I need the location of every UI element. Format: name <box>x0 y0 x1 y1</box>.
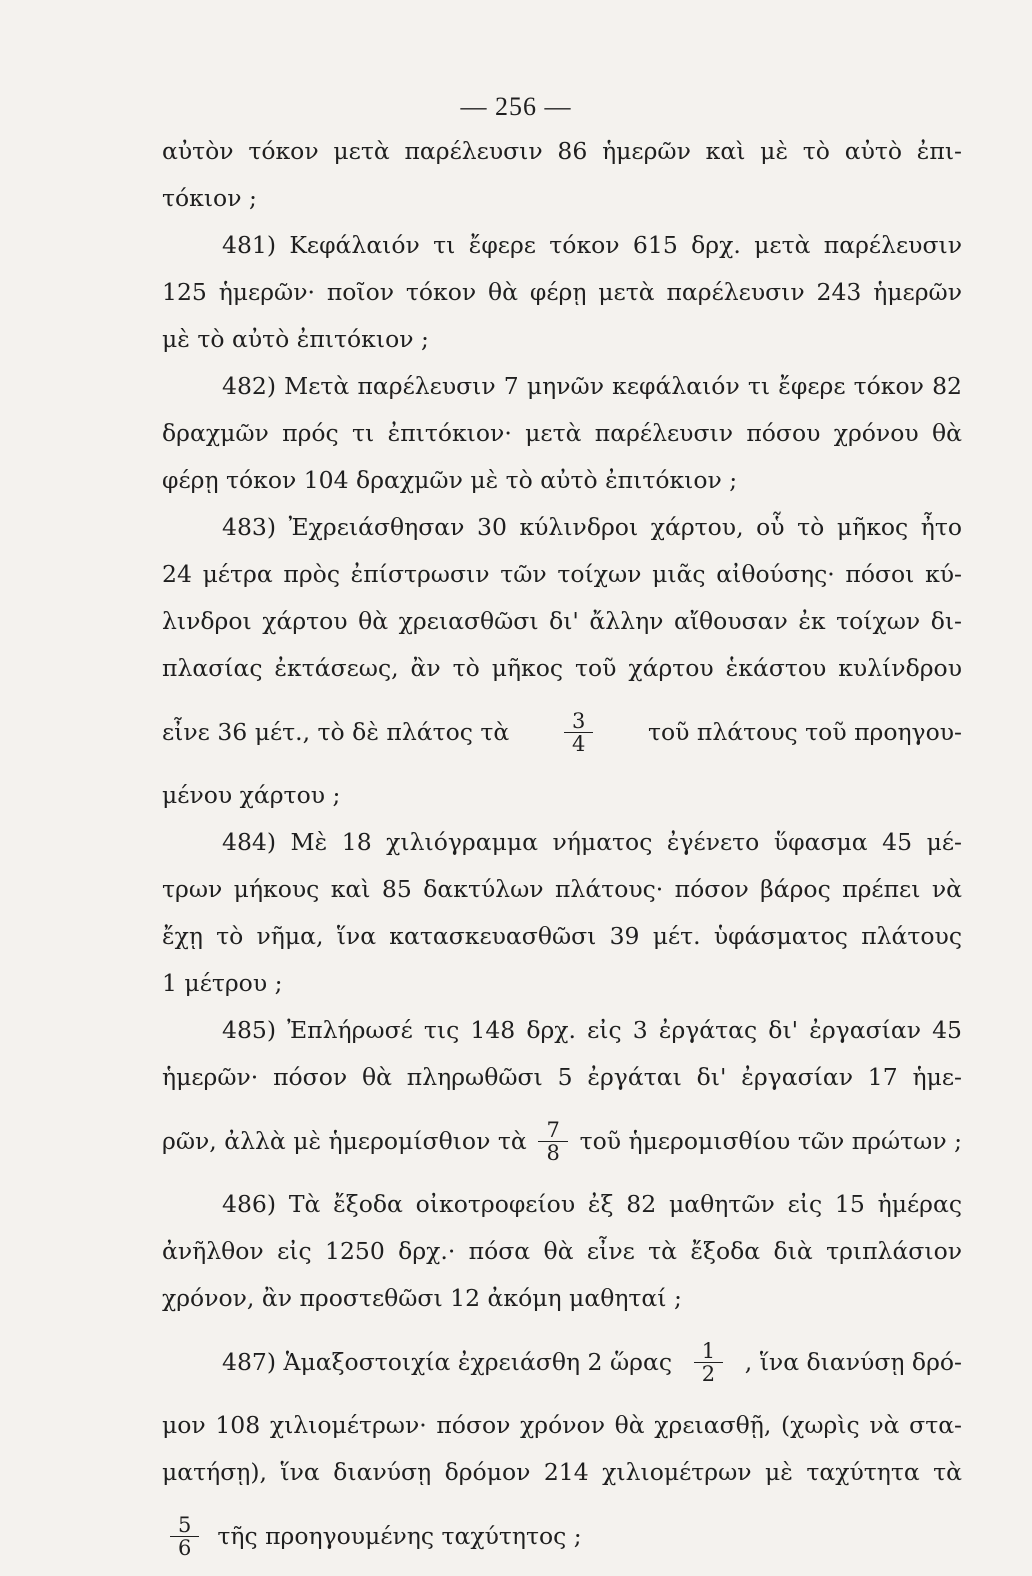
text-line <box>162 772 962 819</box>
text-line <box>162 410 962 457</box>
text-line <box>162 960 962 1007</box>
text-line <box>162 128 962 175</box>
line-text: μον 108 χιλιομέτρων· πόσον χρόνον θὰ χρειασθῇ, (χωρὶς νὰ στα- <box>162 1411 962 1439</box>
text-line <box>162 1181 962 1228</box>
text-line <box>162 866 962 913</box>
line-text: ματήσῃ), ἵνα διανύσῃ δρόμον 214 χιλιομέτρων μὲ ταχύτητα τὰ <box>162 1458 962 1486</box>
fraction-denominator: 6 <box>178 1535 192 1560</box>
line-text-after-fraction: τῆς προηγουμένης ταχύτητος ; <box>217 1521 582 1550</box>
line-text: ἔχῃ τὸ νῆμα, ἵνα κατασκευασθῶσι 39 μέτ. ὑφάσματος πλάτους <box>162 922 962 950</box>
text-line <box>162 645 962 692</box>
line-text: ἡμερῶν· πόσον θὰ πληρωθῶσι 5 ἐργάται δι' ἐργασίαν 17 ἡμε- <box>162 1063 962 1091</box>
line-text: 1 μέτρου ; <box>162 969 283 997</box>
text-line <box>162 1496 962 1576</box>
text-line <box>162 1322 962 1402</box>
text-line <box>162 1007 962 1054</box>
line-text-after-fraction: τοῦ ἡμερομισθίου τῶν πρώτων ; <box>579 1126 962 1155</box>
line-text: 483) Ἐχρειάσθησαν 30 κύλινδροι χάρτου, οὗ τὸ μῆκος ἦτο <box>222 513 962 541</box>
text-line <box>162 551 962 598</box>
line-text: λινδροι χάρτου θὰ χρειασθῶσι δι' ἄλλην αἴθουσαν ἐκ τοίχων δι- <box>162 607 962 635</box>
text-line <box>162 692 962 772</box>
line-text: 125 ἡμερῶν· ποῖον τόκον θὰ φέρῃ μετὰ παρέλευσιν 243 ἡμερῶν <box>162 278 962 306</box>
exercise-text <box>162 128 962 1576</box>
line-text-after-fraction: , ἵνα διανύσῃ δρό- <box>744 1347 962 1376</box>
fraction <box>170 1514 199 1559</box>
text-line <box>162 457 962 504</box>
text-line <box>162 222 962 269</box>
line-text: μένου χάρτου ; <box>162 781 341 809</box>
line-text: αὐτὸν τόκον μετὰ παρέλευσιν 86 ἡμερῶν καὶ μὲ τὸ αὐτὸ ἐπι- <box>162 137 962 165</box>
line-text: φέρῃ τόκον 104 δραχμῶν μὲ τὸ αὐτὸ ἐπιτόκιον ; <box>162 466 738 494</box>
line-text: μὲ τὸ αὐτὸ ἐπιτόκιον ; <box>162 325 429 353</box>
line-text: δραχμῶν πρός τι ἐπιτόκιον· μετὰ παρέλευσιν πόσου χρόνου θὰ <box>162 419 962 447</box>
line-text: πλασίας ἐκτάσεως, ἂν τὸ μῆκος τοῦ χάρτου ἑκάστου κυλίνδρου <box>162 654 962 682</box>
text-line <box>162 363 962 410</box>
fraction-numerator: 1 <box>694 1340 723 1363</box>
line-text: τόκιον ; <box>162 184 257 212</box>
fraction-denominator: 8 <box>546 1140 560 1165</box>
fraction-numerator: 3 <box>564 710 593 733</box>
line-text: 482) Μετὰ παρέλευσιν 7 μηνῶν κεφάλαιόν τι ἔφερε τόκον 82 <box>222 372 962 400</box>
text-line <box>162 269 962 316</box>
text-line <box>162 504 962 551</box>
text-line <box>162 1101 962 1181</box>
fraction <box>564 710 593 755</box>
text-line <box>162 1449 962 1496</box>
line-text: τρων μήκους καὶ 85 δακτύλων πλάτους· πόσον βάρος πρέπει νὰ <box>162 875 962 903</box>
page-number: — 256 — <box>460 92 572 121</box>
line-text: 485) Ἐπλήρωσέ τις 148 δρχ. εἰς 3 ἐργάτας δι' ἐργασίαν 45 <box>222 1016 962 1044</box>
fraction-denominator: 2 <box>701 1361 716 1386</box>
fraction <box>694 1340 723 1385</box>
text-line <box>162 819 962 866</box>
line-text-after-fraction: τοῦ πλάτους τοῦ προηγου- <box>647 717 962 746</box>
text-line <box>162 175 962 222</box>
line-text: 486) Τὰ ἔξοδα οἰκοτροφείου ἐξ 82 μαθητῶν εἰς 15 ἡμέρας <box>222 1190 962 1218</box>
text-line <box>162 913 962 960</box>
text-line <box>162 598 962 645</box>
line-text: ἀνῆλθον εἰς 1250 δρχ.· πόσα θὰ εἶνε τὰ ἔξοδα διὰ τριπλάσιον <box>162 1237 962 1265</box>
line-text: 24 μέτρα πρὸς ἐπίστρωσιν τῶν τοίχων μιᾶς αἰθούσης· πόσοι κύ- <box>162 560 962 588</box>
line-text: 481) Κεφάλαιόν τι ἔφερε τόκον 615 δρχ. μετὰ παρέλευσιν <box>222 231 962 259</box>
text-line <box>162 1275 962 1322</box>
line-text-before-fraction: 487) Ἁμαξοστοιχία ἐχρειάσθη 2 ὥρας <box>222 1347 672 1376</box>
line-text-before-fraction: εἶνε 36 μέτ., τὸ δὲ πλάτος τὰ <box>162 717 510 746</box>
text-line <box>162 1402 962 1449</box>
fraction-numerator: 5 <box>170 1514 199 1537</box>
line-text: 484) Μὲ 18 χιλιόγραμμα νήματος ἐγένετο ὕφασμα 45 μέ- <box>222 828 962 856</box>
text-line <box>162 1228 962 1275</box>
text-line <box>162 1054 962 1101</box>
text-line <box>162 316 962 363</box>
line-text: χρόνον, ἂν προστεθῶσι 12 ἀκόμη μαθηταί ; <box>162 1284 682 1312</box>
fraction-numerator: 7 <box>538 1119 567 1142</box>
fraction <box>538 1119 567 1164</box>
line-text-before-fraction: ρῶν, ἀλλὰ μὲ ἡμερομίσθιον τὰ <box>162 1126 527 1155</box>
fraction-denominator: 4 <box>571 731 586 756</box>
